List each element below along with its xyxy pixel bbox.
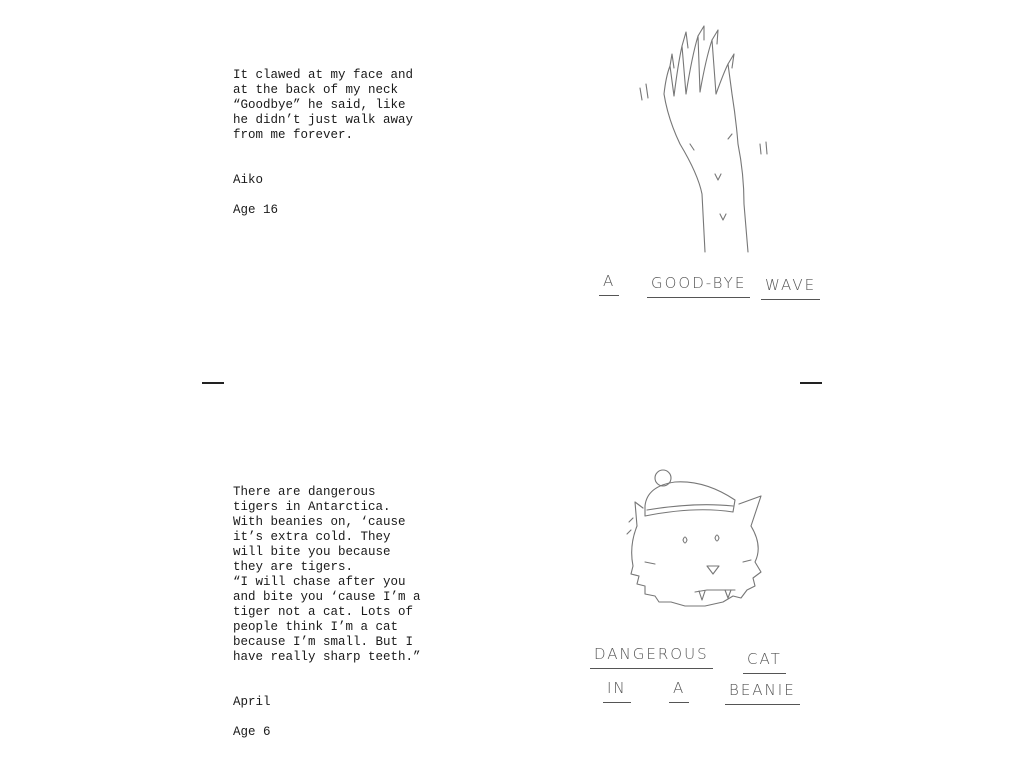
caption-word: BEANIE xyxy=(729,681,796,699)
caption-word: DANGEROUS xyxy=(594,645,709,663)
caption-word: WAVE xyxy=(765,276,816,294)
caption-word: IN xyxy=(607,679,627,697)
divider-tick-right xyxy=(800,382,822,384)
poem-aiko xyxy=(233,53,413,233)
poem-text: It clawed at my face and at the back of my neck “Goodbye” he said, like he didn’t just walk away from me forever. xyxy=(233,68,414,142)
caption-word: CAT xyxy=(747,650,782,668)
poem-author: Aiko xyxy=(233,173,264,187)
cat-in-beanie-icon xyxy=(615,466,775,626)
poem-text: There are dangerous tigers in Antarctica. With beanies on, ‘cause it’s extra cold. They will bite you because they are tigers. “I will chase after you and bite you ‘cause I’m a tiger not a cat. Lots of people think I’m a cat because I’m small. But I have really sharp teeth.” xyxy=(233,485,421,664)
caption-word: A xyxy=(673,679,685,697)
caption-word: GOOD-BYE xyxy=(651,274,746,292)
caption-word: A xyxy=(603,272,615,290)
poem-author: April xyxy=(233,695,271,709)
hand-claw-icon xyxy=(620,24,780,258)
divider-tick-left xyxy=(202,382,224,384)
poem-age: Age 16 xyxy=(233,203,279,217)
poem-age: Age 6 xyxy=(233,725,271,739)
poem-april xyxy=(233,470,421,755)
